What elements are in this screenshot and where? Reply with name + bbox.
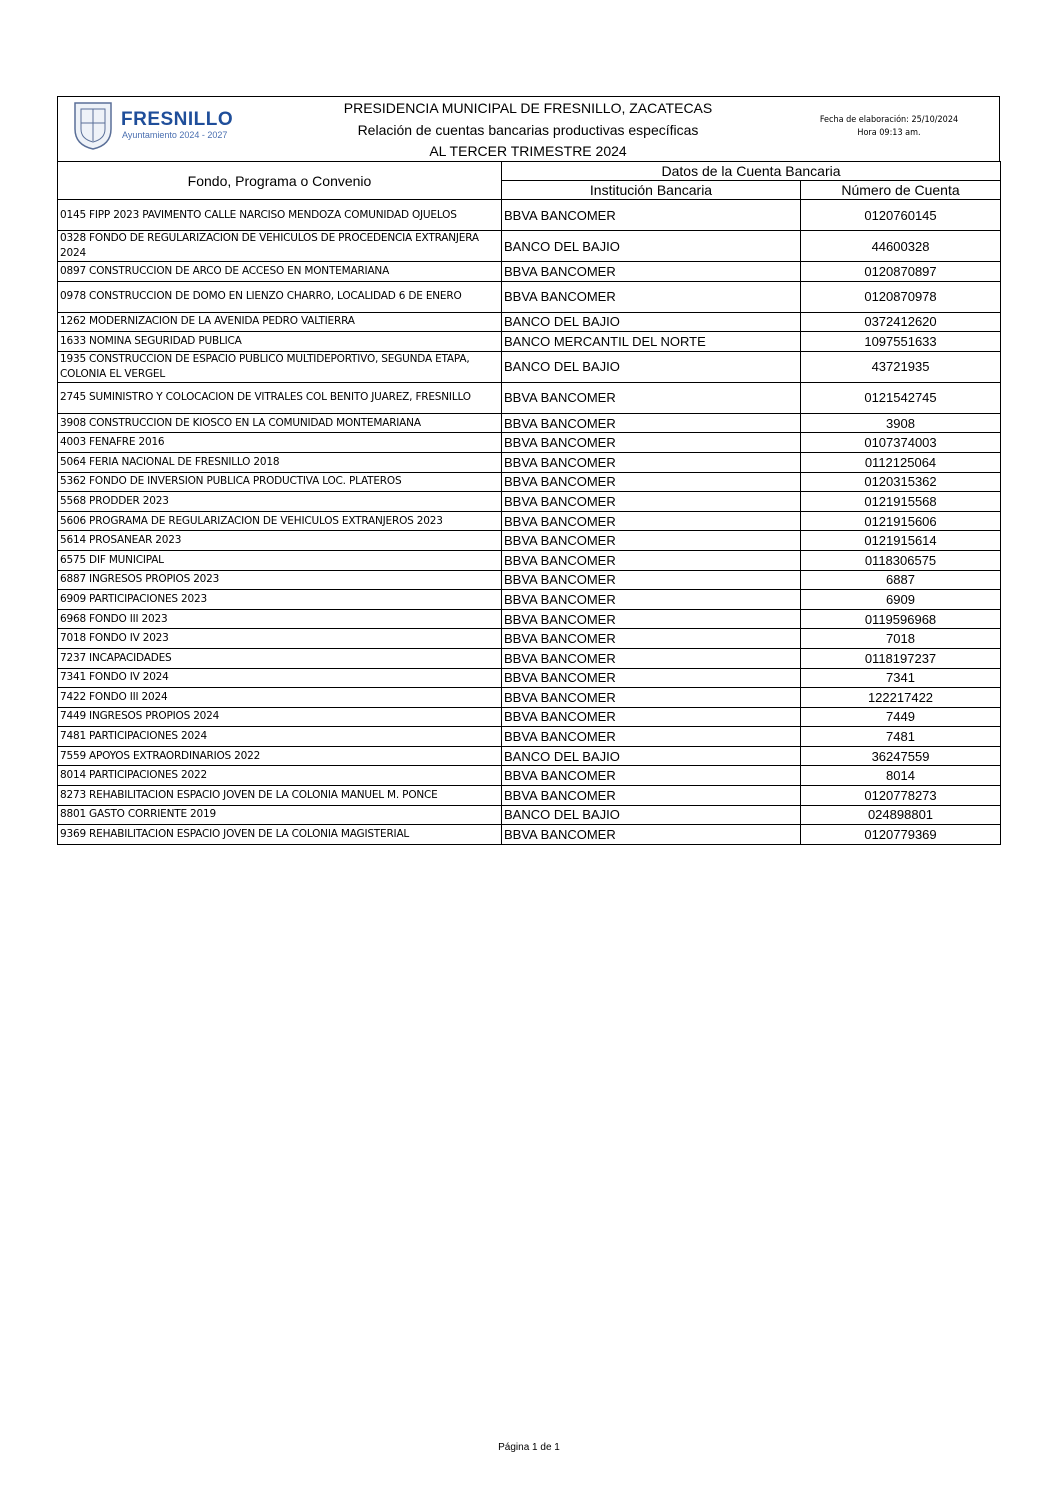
institucion-cell: BBVA BANCOMER [502, 727, 801, 747]
accounts-table [57, 161, 1001, 845]
numero-cuenta-cell: 7481 [801, 727, 1001, 747]
institucion-cell: BBVA BANCOMER [502, 629, 801, 649]
numero-cuenta-cell: 44600328 [801, 231, 1001, 262]
table-row [58, 531, 1001, 551]
fondo-cell: 7341 FONDO IV 2024 [58, 668, 502, 688]
numero-cuenta-cell: 0121915614 [801, 531, 1001, 551]
fondo-cell: 6909 PARTICIPACIONES 2023 [58, 590, 502, 610]
table-row [58, 609, 1001, 629]
institucion-cell: BBVA BANCOMER [502, 786, 801, 806]
institucion-cell: BANCO DEL BAJIO [502, 805, 801, 825]
fondo-cell: 5606 PROGRAMA DE REGULARIZACION DE VEHICULOS EXTRANJEROS 2023 [58, 511, 502, 531]
fondo-cell: 7237 INCAPACIDADES [58, 648, 502, 668]
institucion-cell: BBVA BANCOMER [502, 472, 801, 492]
numero-cuenta-cell: 0120779369 [801, 825, 1001, 845]
institucion-cell: BBVA BANCOMER [502, 688, 801, 708]
report-header [57, 96, 1000, 162]
institucion-cell: BBVA BANCOMER [502, 766, 801, 786]
fondo-cell: 6575 DIF MUNICIPAL [58, 550, 502, 570]
col-header-fondo: Fondo, Programa o Convenio [58, 162, 502, 200]
fondo-cell: 7018 FONDO IV 2023 [58, 629, 502, 649]
table-row [58, 200, 1001, 231]
fondo-cell: 0978 CONSTRUCCION DE DOMO EN LIENZO CHARRO, LOCALIDAD 6 DE ENERO [58, 281, 502, 312]
fondo-cell: 7481 PARTICIPACIONES 2024 [58, 727, 502, 747]
table-row [58, 727, 1001, 747]
institucion-cell: BBVA BANCOMER [502, 413, 801, 433]
fondo-cell: 7449 INGRESOS PROPIOS 2024 [58, 707, 502, 727]
report-period: AL TERCER TRIMESTRE 2024 [429, 143, 627, 159]
col-header-institucion: Institución Bancaria [502, 181, 801, 200]
col-header-numero: Número de Cuenta [801, 181, 1001, 200]
numero-cuenta-cell: 0121915568 [801, 492, 1001, 512]
table-row [58, 688, 1001, 708]
fondo-cell: 6887 INGRESOS PROPIOS 2023 [58, 570, 502, 590]
fecha-elaboracion: Fecha de elaboración: 25/10/2024 [819, 115, 959, 125]
hora-elaboracion: Hora 09:13 am. [857, 128, 921, 138]
fondo-cell: 2745 SUMINISTRO Y COLOCACION DE VITRALES COL BENITO JUAREZ, FRESNILLO [58, 382, 502, 413]
table-row [58, 766, 1001, 786]
table-row [58, 231, 1001, 262]
institucion-cell: BBVA BANCOMER [502, 825, 801, 845]
numero-cuenta-cell: 0120778273 [801, 786, 1001, 806]
numero-cuenta-cell: 7018 [801, 629, 1001, 649]
institucion-cell: BANCO MERCANTIL DEL NORTE [502, 332, 801, 352]
numero-cuenta-cell: 43721935 [801, 351, 1001, 382]
institucion-cell: BBVA BANCOMER [502, 648, 801, 668]
table-row [58, 570, 1001, 590]
institucion-cell: BANCO DEL BAJIO [502, 312, 801, 332]
numero-cuenta-cell: 6887 [801, 570, 1001, 590]
page-number: Página 1 de 1 [498, 1442, 560, 1453]
fondo-cell: 5614 PROSANEAR 2023 [58, 531, 502, 551]
numero-cuenta-cell: 0119596968 [801, 609, 1001, 629]
institucion-cell: BBVA BANCOMER [502, 200, 801, 231]
fondo-cell: 5362 FONDO DE INVERSION PUBLICA PRODUCTIVA LOC. PLATEROS [58, 472, 502, 492]
table-row [58, 786, 1001, 806]
institucion-cell: BBVA BANCOMER [502, 550, 801, 570]
table-row [58, 629, 1001, 649]
table-row [58, 746, 1001, 766]
table-row [58, 472, 1001, 492]
coat-of-arms-icon [71, 99, 115, 151]
fondo-cell: 8801 GASTO CORRIENTE 2019 [58, 805, 502, 825]
report-subtitle: Relación de cuentas bancarias productivas específicas [357, 122, 699, 138]
numero-cuenta-cell: 024898801 [801, 805, 1001, 825]
fondo-cell: 9369 REHABILITACION ESPACIO JOVEN DE LA COLONIA MAGISTERIAL [58, 825, 502, 845]
institucion-cell: BBVA BANCOMER [502, 511, 801, 531]
table-row [58, 433, 1001, 453]
numero-cuenta-cell: 1097551633 [801, 332, 1001, 352]
numero-cuenta-cell: 0107374003 [801, 433, 1001, 453]
institucion-cell: BBVA BANCOMER [502, 433, 801, 453]
numero-cuenta-cell: 0120870978 [801, 281, 1001, 312]
institucion-cell: BBVA BANCOMER [502, 590, 801, 610]
table-body [58, 200, 1001, 845]
institucion-cell: BBVA BANCOMER [502, 570, 801, 590]
institucion-cell: BBVA BANCOMER [502, 609, 801, 629]
institucion-cell: BBVA BANCOMER [502, 262, 801, 282]
numero-cuenta-cell: 0112125064 [801, 452, 1001, 472]
numero-cuenta-cell: 0121915606 [801, 511, 1001, 531]
report-title: PRESIDENCIA MUNICIPAL DE FRESNILLO, ZACATECAS [343, 100, 713, 116]
numero-cuenta-cell: 3908 [801, 413, 1001, 433]
institucion-cell: BBVA BANCOMER [502, 668, 801, 688]
institucion-cell: BBVA BANCOMER [502, 707, 801, 727]
logo-subtitle: Ayuntamiento 2024 - 2027 [122, 130, 228, 140]
logo-name: FRESNILLO [121, 109, 234, 130]
table-row [58, 312, 1001, 332]
fondo-cell: 1935 CONSTRUCCION DE ESPACIO PUBLICO MULTIDEPORTIVO, SEGUNDA ETAPA, COLONIA EL VERGEL [58, 351, 502, 382]
fondo-cell: 8014 PARTICIPACIONES 2022 [58, 766, 502, 786]
institucion-cell: BANCO DEL BAJIO [502, 746, 801, 766]
institucion-cell: BBVA BANCOMER [502, 382, 801, 413]
table-row [58, 492, 1001, 512]
fondo-cell: 5568 PRODDER 2023 [58, 492, 502, 512]
table-row [58, 452, 1001, 472]
numero-cuenta-cell: 0120760145 [801, 200, 1001, 231]
table-row [58, 668, 1001, 688]
numero-cuenta-cell: 6909 [801, 590, 1001, 610]
numero-cuenta-cell: 7341 [801, 668, 1001, 688]
numero-cuenta-cell: 7449 [801, 707, 1001, 727]
numero-cuenta-cell: 0118197237 [801, 648, 1001, 668]
numero-cuenta-cell: 36247559 [801, 746, 1001, 766]
report-meta [809, 114, 969, 140]
table-row [58, 281, 1001, 312]
fondo-cell: 8273 REHABILITACION ESPACIO JOVEN DE LA COLONIA MANUEL M. PONCE [58, 786, 502, 806]
fondo-cell: 0897 CONSTRUCCION DE ARCO DE ACCESO EN MONTEMARIANA [58, 262, 502, 282]
institucion-cell: BANCO DEL BAJIO [502, 351, 801, 382]
table-row [58, 707, 1001, 727]
fondo-cell: 4003 FENAFRE 2016 [58, 433, 502, 453]
table-row [58, 511, 1001, 531]
institucion-cell: BBVA BANCOMER [502, 531, 801, 551]
table-row [58, 413, 1001, 433]
numero-cuenta-cell: 122217422 [801, 688, 1001, 708]
fondo-cell: 6968 FONDO III 2023 [58, 609, 502, 629]
fondo-cell: 7559 APOYOS EXTRAORDINARIOS 2022 [58, 746, 502, 766]
table-row [58, 825, 1001, 845]
col-group-datos: Datos de la Cuenta Bancaria [502, 162, 1001, 181]
numero-cuenta-cell: 0372412620 [801, 312, 1001, 332]
fondo-cell: 5064 FERIA NACIONAL DE FRESNILLO 2018 [58, 452, 502, 472]
table-row [58, 550, 1001, 570]
table-row [58, 332, 1001, 352]
numero-cuenta-cell: 0120315362 [801, 472, 1001, 492]
institucion-cell: BANCO DEL BAJIO [502, 231, 801, 262]
fondo-cell: 3908 CONSTRUCCION DE KIOSCO EN LA COMUNIDAD MONTEMARIANA [58, 413, 502, 433]
table-row [58, 262, 1001, 282]
fondo-cell: 1633 NOMINA SEGURIDAD PUBLICA [58, 332, 502, 352]
institucion-cell: BBVA BANCOMER [502, 281, 801, 312]
numero-cuenta-cell: 0118306575 [801, 550, 1001, 570]
fondo-cell: 0328 FONDO DE REGULARIZACION DE VEHICULOS DE PROCEDENCIA EXTRANJERA 2024 [58, 231, 502, 262]
fondo-cell: 1262 MODERNIZACION DE LA AVENIDA PEDRO VALTIERRA [58, 312, 502, 332]
fondo-cell: 0145 FIPP 2023 PAVIMENTO CALLE NARCISO MENDOZA COMUNIDAD OJUELOS [58, 200, 502, 231]
numero-cuenta-cell: 8014 [801, 766, 1001, 786]
fondo-cell: 7422 FONDO III 2024 [58, 688, 502, 708]
institucion-cell: BBVA BANCOMER [502, 452, 801, 472]
fresnillo-logo [71, 99, 241, 151]
table-row [58, 382, 1001, 413]
table-row [58, 590, 1001, 610]
numero-cuenta-cell: 0120870897 [801, 262, 1001, 282]
numero-cuenta-cell: 0121542745 [801, 382, 1001, 413]
table-row [58, 648, 1001, 668]
table-row [58, 351, 1001, 382]
institucion-cell: BBVA BANCOMER [502, 492, 801, 512]
table-row [58, 805, 1001, 825]
